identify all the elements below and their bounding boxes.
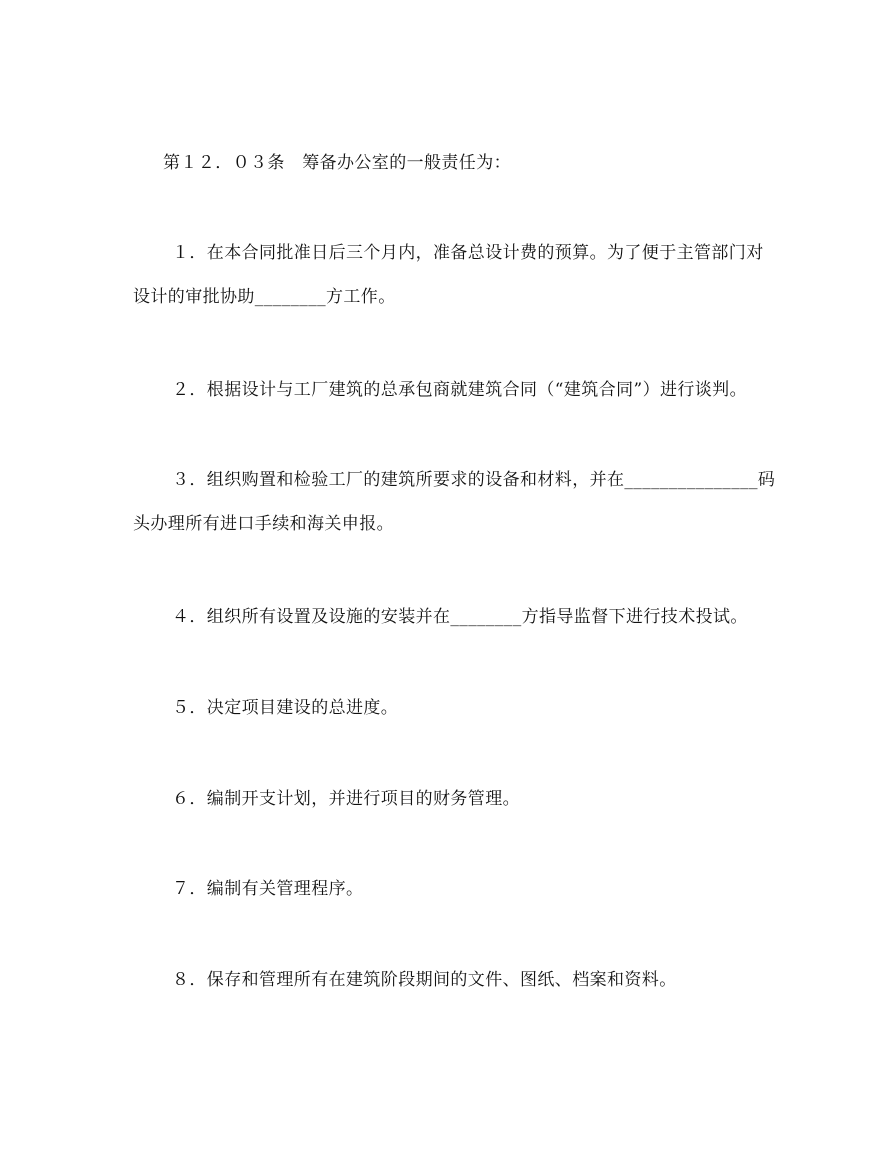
item-8-line-1: ８．保存和管理所有在建筑阶段期间的文件、图纸、档案和资料。	[172, 970, 677, 990]
article-heading: 第１２．０３条 筹备办公室的一般责任为：	[163, 153, 511, 173]
item-6-line-1: ６．编制开支计划，并进行项目的财务管理。	[172, 789, 520, 809]
item-2-line-1: ２．根据设计与工厂建筑的总承包商就建筑合同（“建筑合同”）进行谈判。	[172, 380, 747, 400]
item-3-line-2: 头办理所有进口手续和海关申报。	[133, 514, 394, 534]
item-1-line-2: 设计的审批协助________方工作。	[133, 287, 396, 307]
item-3-line-1: ３．组织购置和检验工厂的建筑所要求的设备和材料，并在_______________码	[172, 470, 776, 490]
item-5-line-1: ５．决定项目建设的总进度。	[172, 698, 399, 718]
item-4-line-1: ４．组织所有设置及设施的安装并在________方指导监督下进行技术投试。	[172, 607, 748, 627]
item-1-line-1: １．在本合同批准日后三个月内，准备总设计费的预算。为了便于主管部门对	[172, 243, 764, 263]
item-7-line-1: ７．编制有关管理程序。	[172, 879, 364, 899]
